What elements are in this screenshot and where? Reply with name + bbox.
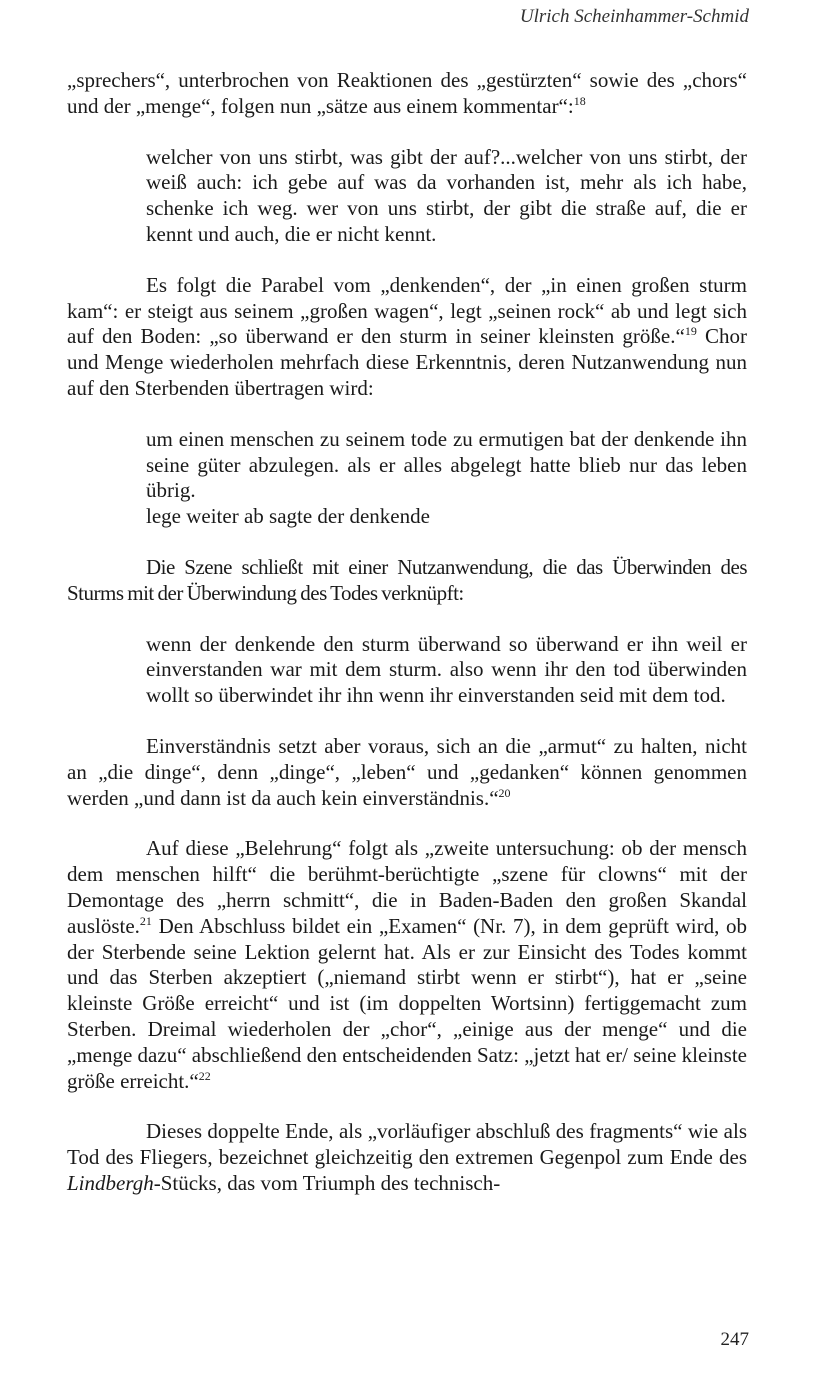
- block-quote-1: welcher von uns stirbt, was gibt der auf?...welcher von uns stirbt, der weiß auch: ich gebe auf was da vorhanden ist, mehr als ich habe, schenke ich weg. wer von uns stirbt, der gibt die straße auf, die er kennt und auch, die er nicht kennt.: [146, 144, 747, 246]
- footnote-ref-20: 20: [498, 785, 511, 800]
- paragraph-3: Die Szene schließt mit einer Nutzanwendung, die das Überwinden des Sturms mit der Überwindung des Todes verknüpft:: [67, 554, 747, 605]
- block-quote-2-line-2: lege weiter ab sagte der denkende: [146, 504, 430, 529]
- running-head: Ulrich Scheinhammer-Schmid: [519, 6, 749, 27]
- block-quote-2-line-1: um einen menschen zu seinem tode zu ermutigen bat der denkende ihn seine güter abzulegen. als er alles abgelegt hatte blieb nur das leben übrig.: [146, 426, 747, 503]
- paragraph-5: Auf diese „Belehrung“ folgt als „zweite untersuchung: ob der mensch dem menschen hilft“ die berühmt-berüchtigte „szene für clowns“ mit der Demontage des „herrn schmitt“, die in Baden-Baden den großen Skandal auslöste.$^{21}$ Den Abschluss bildet ein „Examen“ (Nr. 7), in dem geprüft wird, ob der Sterbende seine Lektion gelernt hat. Als er zur Einsicht des Todes kommt und das Sterben akzeptiert („niemand stirbt wenn er stirbt“), hat er „seine kleinste Größe erreicht“ und ist (im doppelten Wortsinn) fertiggemacht zum Sterben. Dreimal wiederholen der „chor“, „einige aus der menge“ und die „menge dazu“ abschließend den entscheidenden Satz: „jetzt hat er/ seine kleinste größe erreicht.“$^{22}$: [67, 836, 747, 1093]
- paragraph-1: „sprechers“, unterbrochen von Reaktionen des „gestürzten“ sowie des „chors“ und der „menge“, folgen nun „sätze aus einem kommentar“:$^{18}$: [67, 68, 747, 118]
- paragraph-2: Es folgt die Parabel vom „denkenden“, der „in einen großen sturm kam“: er steigt aus seinem „großen wagen“, legt „seinen rock“ ab und legt sich auf den Boden: „so überwand er den sturm in seiner kleinsten größe.“$^{19}$ Chor und Menge wiederholen mehrfach diese Erkenntnis, deren Nutzanwendung nun auf den Sterbenden übertragen wird:: [67, 272, 747, 400]
- block-quote-2: [146, 427, 747, 530]
- footnote-ref-18: 18: [573, 93, 586, 108]
- paragraph-4: Einverständnis setzt aber voraus, sich an die „armut“ zu halten, nicht an „die dinge“, denn „dinge“, „leben“ und „gedanken“ können genommen werden „und dann ist da auch kein einverständnis.“$^{20}$: [67, 733, 747, 810]
- italic-title-lindbergh: Lindbergh: [67, 1170, 154, 1195]
- footnote-ref-21: 21: [139, 913, 152, 928]
- page-number: 247: [720, 1329, 749, 1350]
- footnote-ref-19: 19: [684, 324, 697, 339]
- block-quote-3: wenn der denkende den sturm überwand so überwand er ihn weil er einverstanden war mit dem sturm. also wenn ihr den tod überwinden wollt so überwindet ihr ihn wenn ihr einverstanden seid mit dem tod.: [146, 631, 747, 708]
- footnote-ref-22: 22: [198, 1068, 211, 1083]
- body-text: [67, 68, 747, 1197]
- paragraph-6: Dieses doppelte Ende, als „vorläufiger abschluß des fragments“ wie als Tod des Fliegers, bezeichnet gleichzeitig den extremen Gegenpol zum Ende des Lindbergh-Stücks, das vom Triumph des technisch-: [67, 1119, 747, 1195]
